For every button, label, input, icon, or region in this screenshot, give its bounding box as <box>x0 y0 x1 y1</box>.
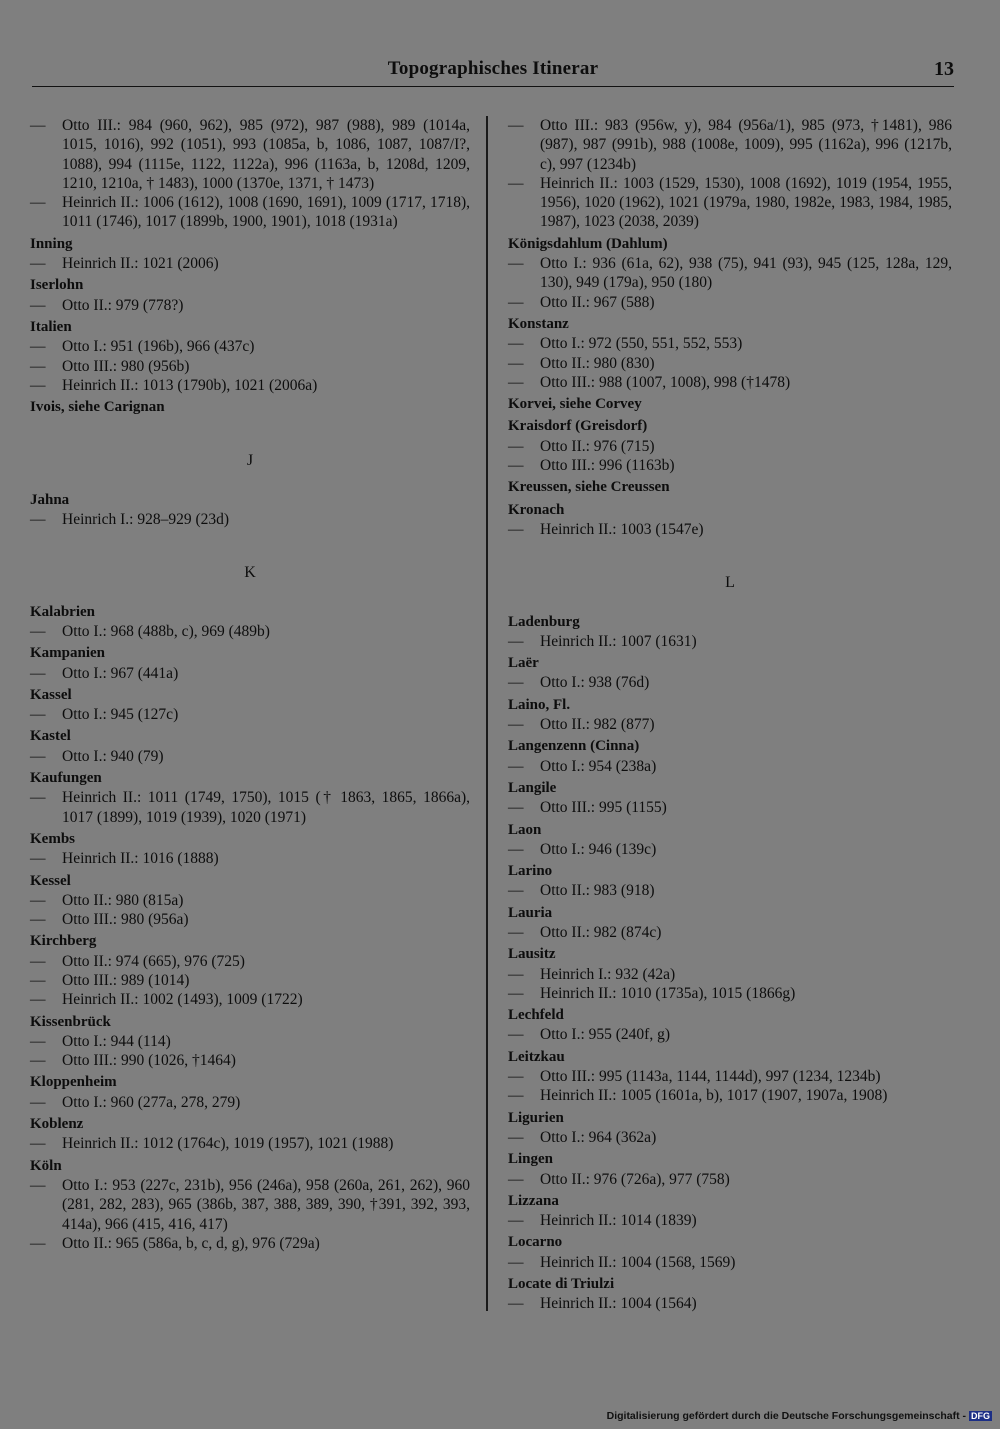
entry-dash: — <box>30 1135 46 1153</box>
index-entry <box>508 1253 952 1272</box>
index-heading: Korvei, siehe Corvey <box>508 396 642 413</box>
index-entry <box>508 984 952 1003</box>
index-heading: Lizzana <box>508 1192 559 1209</box>
entry-text: Otto I.: 951 (196b), 966 (437c) <box>62 338 255 356</box>
index-entry <box>30 193 470 232</box>
entry-text: Otto I.: 940 (79) <box>62 747 164 765</box>
index-heading: Laër <box>508 655 539 672</box>
index-entry <box>508 715 952 734</box>
entry-text: Otto III.: 996 (1163b) <box>540 457 675 475</box>
index-entry <box>30 510 470 529</box>
index-heading: Locarno <box>508 1234 563 1251</box>
entry-dash: — <box>30 1032 46 1050</box>
entry-text: Otto II.: 976 (726a), 977 (758) <box>540 1170 730 1188</box>
entry-text: Heinrich II.: 1004 (1564) <box>540 1295 697 1313</box>
index-heading: Kalabrien <box>30 603 96 620</box>
index-entry <box>508 1128 952 1147</box>
entry-text: Otto II.: 982 (877) <box>540 716 655 734</box>
entry-dash: — <box>508 293 524 311</box>
entry-dash: — <box>30 706 46 724</box>
entry-text: Otto I.: 945 (127c) <box>62 706 179 724</box>
entry-text: Heinrich I.: 928–929 (23d) <box>62 511 230 529</box>
entry-text: Heinrich II.: 1010 (1735a), 1015 (1866g) <box>540 984 796 1002</box>
entry-dash: — <box>30 194 46 212</box>
entry-dash: — <box>508 117 524 134</box>
index-entry <box>30 1234 470 1253</box>
index-entry <box>30 788 470 827</box>
entry-text: Otto II.: 980 (830) <box>540 354 655 372</box>
entry-dash: — <box>508 1087 524 1105</box>
index-entry <box>30 1032 470 1051</box>
entry-dash: — <box>508 840 524 858</box>
entry-dash: — <box>508 174 524 192</box>
index-heading: Laon <box>508 821 542 838</box>
entry-text: Heinrich II.: 1004 (1568, 1569) <box>540 1253 736 1271</box>
entry-dash: — <box>508 1170 524 1188</box>
entry-dash: — <box>508 757 524 775</box>
entry-dash: — <box>30 747 46 765</box>
index-entry <box>508 965 952 984</box>
entry-dash: — <box>30 296 46 314</box>
index-heading: Kloppenheim <box>30 1074 117 1091</box>
index-entry <box>30 849 470 868</box>
entry-dash: — <box>508 674 524 692</box>
index-entry <box>508 1086 952 1105</box>
entry-dash: — <box>508 457 524 475</box>
entry-dash: — <box>30 117 46 134</box>
entry-text: Otto III.: 984 (960, 962), 985 (972), 987 (988), 989 (1014a, 1015, 1016), 992 (1051), 993 (1085a, b, 1086, 1087, 1087/I?, 1088), 994 (1115e, 1122, 1122a), 996 (1163a, b, 1208d, 1209, 1210, 1210a, † 1483), 1000 (1370e, 1371, † 1473) <box>62 117 470 192</box>
entry-text: Otto I.: 938 (76d) <box>540 674 650 692</box>
entry-text: Heinrich II.: 1003 (1529, 1530), 1008 (1692), 1019 (1954, 1955, 1956), 1020 (1962), 1021 (1979a, 1980, 1982e, 1983, 1984, 1985, 1987), 1023 (2038, 2039) <box>540 174 952 231</box>
entry-text: Heinrich II.: 1002 (1493), 1009 (1722) <box>62 991 303 1009</box>
index-entry <box>508 1170 952 1189</box>
index-entry <box>30 296 470 315</box>
entry-dash: — <box>30 664 46 682</box>
index-heading: Langenzenn (Cinna) <box>508 738 640 755</box>
entry-text: Otto III.: 983 (956w, y), 984 (956a/1), 985 (973, †1481), 986 (987), 987 (991b), 988 (1008e, 1009), 995 (1162a), 996 (1217b, c), 997 (1234b) <box>540 117 952 173</box>
left-column <box>30 116 470 1253</box>
entry-dash: — <box>30 1234 46 1252</box>
entry-text: Heinrich II.: 1013 (1790b), 1021 (2006a) <box>62 376 318 394</box>
entry-text: Otto I.: 968 (488b, c), 969 (489b) <box>62 622 270 640</box>
index-heading: Lausitz <box>508 946 556 963</box>
entry-dash: — <box>30 850 46 868</box>
page-title: Topographisches Itinerar <box>387 58 599 79</box>
index-entry <box>30 971 470 990</box>
entry-text: Heinrich II.: 1005 (1601a, b), 1017 (1907, 1907a, 1908) <box>540 1087 888 1105</box>
index-heading: Ladenburg <box>508 613 580 630</box>
entry-dash: — <box>508 716 524 734</box>
index-entry <box>508 757 952 776</box>
index-entry <box>30 664 470 683</box>
entry-text: Otto I.: 936 (61a, 62), 938 (75), 941 (93), 945 (125, 128a, 129, 130), 949 (179a), 950 (180) <box>540 255 952 292</box>
entry-text: Otto III.: 995 (1155) <box>540 799 667 817</box>
section-letter: L <box>725 574 735 592</box>
index-heading: Kirchberg <box>30 933 97 950</box>
index-entry <box>30 1051 470 1070</box>
index-entry <box>30 1093 470 1112</box>
entry-text: Otto III.: 989 (1014) <box>62 971 190 989</box>
entry-dash: — <box>30 991 46 1009</box>
index-entry <box>30 337 470 356</box>
entry-text: Otto II.: 976 (715) <box>540 437 655 455</box>
index-entry <box>508 1025 952 1044</box>
index-entry <box>508 354 952 373</box>
entry-dash: — <box>30 971 46 989</box>
entry-text: Heinrich II.: 1006 (1612), 1008 (1690, 1691), 1009 (1717, 1718), 1011 (1746), 1017 (1899b, 1900, 1901), 1018 (1931a) <box>62 194 470 231</box>
index-heading: Italien <box>30 318 72 335</box>
index-entry <box>30 990 470 1009</box>
entry-dash: — <box>30 376 46 394</box>
entry-dash: — <box>508 437 524 455</box>
index-heading: Koblenz <box>30 1116 84 1133</box>
entry-dash: — <box>30 357 46 375</box>
index-entry <box>508 923 952 942</box>
entry-text: Otto II.: 965 (586a, b, c, d, g), 976 (729a) <box>62 1234 320 1252</box>
index-entry <box>508 520 952 539</box>
entry-text: Otto I.: 944 (114) <box>62 1032 171 1050</box>
index-entry <box>508 1211 952 1230</box>
index-heading: Lingen <box>508 1151 554 1168</box>
index-entry <box>508 798 952 817</box>
entry-dash: — <box>30 338 46 356</box>
index-entry <box>508 174 952 232</box>
entry-dash: — <box>508 520 524 538</box>
index-heading: Inning <box>30 235 73 252</box>
entry-dash: — <box>508 923 524 941</box>
right-column <box>508 116 952 1314</box>
entry-text: Heinrich II.: 1012 (1764c), 1019 (1957), 1021 (1988) <box>62 1135 394 1153</box>
index-heading: Laino, Fl. <box>508 696 571 713</box>
entry-dash: — <box>508 335 524 353</box>
index-entry <box>508 437 952 456</box>
entry-dash: — <box>30 911 46 929</box>
index-heading: Langile <box>508 779 557 796</box>
index-entry <box>30 747 470 766</box>
entry-dash: — <box>30 511 46 529</box>
index-entry <box>30 952 470 971</box>
entry-text: Heinrich II.: 1011 (1749, 1750), 1015 († 1863, 1865, 1866a), 1017 (1899), 1019 (1939), 1020 (1971) <box>62 789 470 826</box>
index-entry <box>30 116 470 193</box>
dfg-logo: DFG <box>971 1411 990 1421</box>
index-heading: Jahna <box>30 491 70 508</box>
entry-text: Otto II.: 967 (588) <box>540 293 655 311</box>
index-heading: Kissenbrück <box>30 1013 111 1030</box>
section-letter: J <box>246 452 254 470</box>
index-entry <box>508 840 952 859</box>
index-heading: Kreussen, siehe Creussen <box>508 479 670 496</box>
index-entry <box>508 334 952 353</box>
index-heading: Kronach <box>508 501 565 518</box>
index-entry <box>30 1134 470 1153</box>
index-entry <box>508 881 952 900</box>
entry-dash: — <box>30 255 46 273</box>
entry-dash: — <box>30 789 46 807</box>
entry-dash: — <box>508 965 524 983</box>
index-entry <box>508 373 952 392</box>
entry-dash: — <box>508 255 524 273</box>
index-heading: Locate di Triulzi <box>508 1276 615 1293</box>
index-heading: Kraisdorf (Greisdorf) <box>508 418 648 435</box>
footer <box>607 1410 992 1422</box>
index-heading: Kembs <box>30 830 75 847</box>
entry-dash: — <box>30 1093 46 1111</box>
entry-dash: — <box>508 799 524 817</box>
entry-text: Otto II.: 982 (874c) <box>540 923 662 941</box>
index-heading: Köln <box>30 1157 62 1174</box>
entry-text: Otto III.: 990 (1026, †1464) <box>62 1052 236 1070</box>
index-entry <box>508 673 952 692</box>
index-entry <box>30 376 470 395</box>
entry-dash: — <box>508 1128 524 1146</box>
entry-dash: — <box>30 1176 46 1194</box>
entry-text: Otto I.: 960 (277a, 278, 279) <box>62 1093 241 1111</box>
index-entry <box>508 632 952 651</box>
page-number: 13 <box>934 58 954 80</box>
column-divider <box>486 116 488 1311</box>
entry-dash: — <box>508 882 524 900</box>
index-entry <box>508 116 952 174</box>
page-header <box>32 56 954 87</box>
index-entry <box>30 357 470 376</box>
entry-text: Otto III.: 995 (1143a, 1144, 1144d), 997 (1234, 1234b) <box>540 1068 881 1086</box>
entry-text: Heinrich II.: 1007 (1631) <box>540 632 697 650</box>
entry-dash: — <box>30 952 46 970</box>
entry-text: Otto I.: 954 (238a) <box>540 757 657 775</box>
index-heading: Kampanien <box>30 645 106 662</box>
entry-dash: — <box>508 1212 524 1230</box>
entry-text: Heinrich I.: 932 (42a) <box>540 965 676 983</box>
index-entry <box>30 1176 470 1234</box>
footer-text: Digitalisierung gefördert durch die Deutsche Forschungsgemeinschaft - <box>606 1410 966 1422</box>
entry-dash: — <box>508 373 524 391</box>
entry-dash: — <box>508 1295 524 1313</box>
index-entry <box>30 254 470 273</box>
index-heading: Larino <box>508 863 553 880</box>
entry-dash: — <box>508 1068 524 1086</box>
index-heading: Ivois, siehe Carignan <box>30 399 165 416</box>
index-entry <box>30 891 470 910</box>
entry-text: Heinrich II.: 1021 (2006) <box>62 255 219 273</box>
entry-dash: — <box>508 354 524 372</box>
entry-text: Heinrich II.: 1016 (1888) <box>62 850 219 868</box>
index-entry <box>508 293 952 312</box>
index-entry <box>30 705 470 724</box>
entry-text: Heinrich II.: 1014 (1839) <box>540 1212 697 1230</box>
entry-text: Otto I.: 946 (139c) <box>540 840 657 858</box>
index-heading: Iserlohn <box>30 277 84 294</box>
entry-text: Otto I.: 967 (441a) <box>62 664 179 682</box>
section-letter: K <box>244 564 256 582</box>
entry-text: Otto I.: 955 (240f, g) <box>540 1026 671 1044</box>
entry-text: Otto I.: 964 (362a) <box>540 1128 657 1146</box>
entry-dash: — <box>508 1026 524 1044</box>
index-heading: Kessel <box>30 872 71 889</box>
index-entry <box>508 1067 952 1086</box>
entry-text: Otto I.: 972 (550, 551, 552, 553) <box>540 335 743 353</box>
entry-dash: — <box>30 891 46 909</box>
index-heading: Kaufungen <box>30 770 102 787</box>
index-heading: Kastel <box>30 728 71 745</box>
index-heading: Leitzkau <box>508 1048 565 1065</box>
index-heading: Lechfeld <box>508 1007 564 1024</box>
index-heading: Lauria <box>508 904 553 921</box>
index-heading: Ligurien <box>508 1109 564 1126</box>
entry-dash: — <box>30 622 46 640</box>
entry-dash: — <box>508 632 524 650</box>
entry-text: Otto III.: 980 (956b) <box>62 357 190 375</box>
index-entry <box>508 254 952 293</box>
index-entry <box>30 622 470 641</box>
index-entry <box>508 1294 952 1313</box>
entry-text: Otto III.: 988 (1007, 1008), 998 (†1478) <box>540 373 791 391</box>
index-entry <box>30 910 470 929</box>
index-entry <box>508 456 952 475</box>
index-heading: Konstanz <box>508 315 569 332</box>
entry-text: Otto III.: 980 (956a) <box>62 911 189 929</box>
entry-text: Otto I.: 953 (227c, 231b), 956 (246a), 958 (260a, 261, 262), 960 (281, 282, 283), 965 (386b, 387, 388, 389, 390, †391, 392, 393, 414a), 966 (415, 416, 417) <box>62 1176 470 1233</box>
entry-text: Otto II.: 974 (665), 976 (725) <box>62 952 245 970</box>
index-heading: Königsdahlum (Dahlum) <box>508 235 668 252</box>
entry-text: Heinrich II.: 1003 (1547e) <box>540 520 704 538</box>
entry-dash: — <box>30 1052 46 1070</box>
index-heading: Kassel <box>30 686 72 703</box>
entry-text: Otto II.: 980 (815a) <box>62 891 184 909</box>
entry-text: Otto II.: 983 (918) <box>540 882 655 900</box>
entry-text: Otto II.: 979 (778?) <box>62 296 184 314</box>
entry-dash: — <box>508 984 524 1002</box>
entry-dash: — <box>508 1253 524 1271</box>
